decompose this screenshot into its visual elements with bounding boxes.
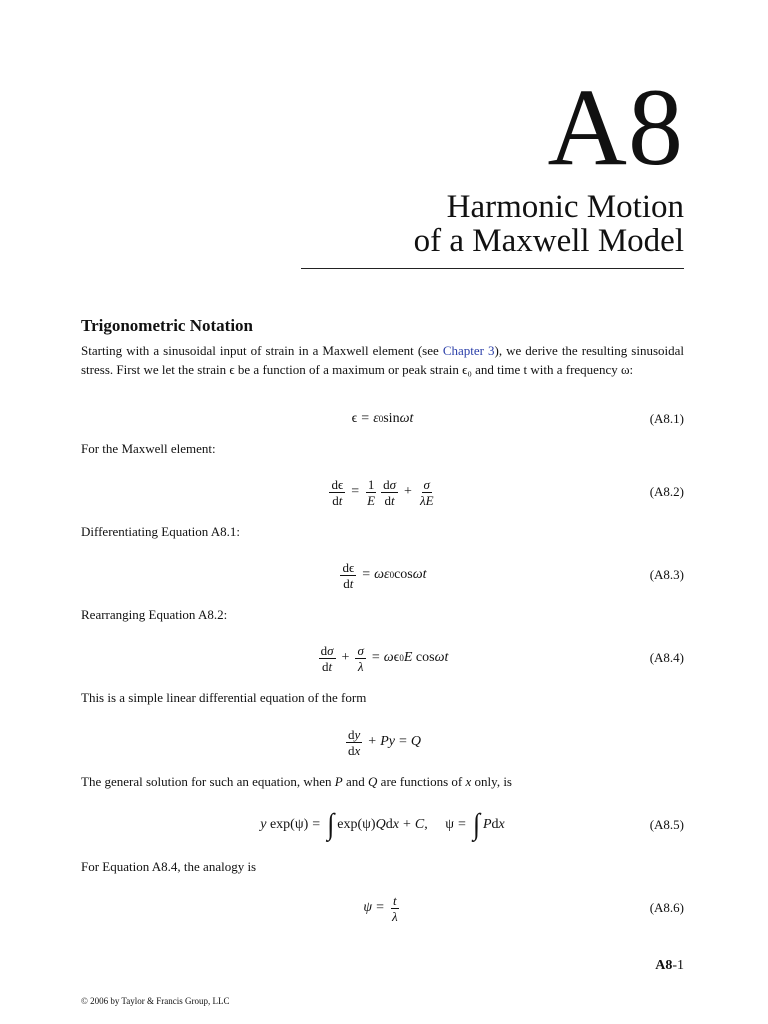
maxwell-element-text: For the Maxwell element: [81, 441, 216, 456]
analogy-text: For Equation A8.4, the analogy is [81, 859, 257, 874]
chapter-3-link[interactable]: Chapter 3 [442, 343, 495, 358]
equation-a8-5 [81, 805, 684, 845]
equation-a8-2 [81, 472, 684, 512]
general-solution-text: The general solution for such an equation, when P and Q are functions of x only, is [81, 774, 512, 789]
page-number [655, 958, 684, 974]
equation-a8-2-body: $\frac{d\epsilon}{dt}$ = $\frac{1}{E}$ $\frac{d\sigma}{dt}$ + $\frac{\sigma}{\lambda E}$ [331, 476, 434, 508]
chapter-number: A8 [547, 66, 684, 188]
section-heading: Trigonometric Notation [81, 316, 254, 335]
copyright-notice: © 2006 by Taylor & Francis Group, LLC [81, 996, 230, 1006]
equation-number-a8-5: (A8.5) [649, 817, 684, 832]
intro-paragraph [81, 342, 684, 379]
equation-a8-5-body: y exp(ψ) = ∫ exp(ψ) Q d x + C , ψ = ∫ P d x [260, 807, 505, 842]
page-number-index: -1 [672, 958, 684, 973]
equation-linear-form-body: $\frac{dy}{dx}$ + Py = Q [348, 726, 421, 758]
equation-number-a8-6: (A8.6) [649, 900, 684, 915]
chapter-title-line-1: Harmonic Motion [446, 189, 684, 225]
equation-a8-3 [81, 555, 684, 595]
intro-text-2: ), we derive the resulting sinusoidal stress. First we let the strain ϵ be a function of a maximum or peak strain ϵ₀ and time t with a frequency ω: [81, 343, 684, 377]
equation-number-a8-2: (A8.2) [649, 484, 684, 499]
equation-a8-4 [81, 638, 684, 678]
equation-a8-3-body: $\frac{d\epsilon}{dt}$ = ωε 0 cos ωt [342, 559, 427, 591]
title-rule [301, 268, 684, 269]
equation-a8-6-body: ψ = $\frac{t}{\lambda}$ [363, 892, 398, 924]
page-number-chapter: A8 [655, 958, 673, 973]
equation-a8-4-body: $\frac{d\sigma}{dt}$ + $\frac{\sigma}{\lambda}$ = ω ϵ 0 E cos ωt [320, 642, 449, 674]
equation-a8-1-body: ϵ = ε 0 sin ωt [351, 411, 414, 426]
equation-linear-form [81, 722, 684, 762]
equation-a8-6 [81, 888, 684, 928]
equation-number-a8-4: (A8.4) [649, 650, 684, 665]
rearranging-text: Rearranging Equation A8.2: [81, 607, 228, 622]
differentiating-text: Differentiating Equation A8.1: [81, 524, 240, 539]
intro-text-1: Starting with a sinusoidal input of strain in a Maxwell element (see [81, 343, 443, 358]
equation-number-a8-3: (A8.3) [649, 567, 684, 582]
chapter-title-line-2: of a Maxwell Model [413, 223, 684, 259]
linear-de-text: This is a simple linear differential equation of the form [81, 690, 367, 705]
equation-a8-1 [81, 399, 684, 439]
chapter-title [414, 190, 684, 258]
equation-number-a8-1: (A8.1) [649, 411, 684, 426]
